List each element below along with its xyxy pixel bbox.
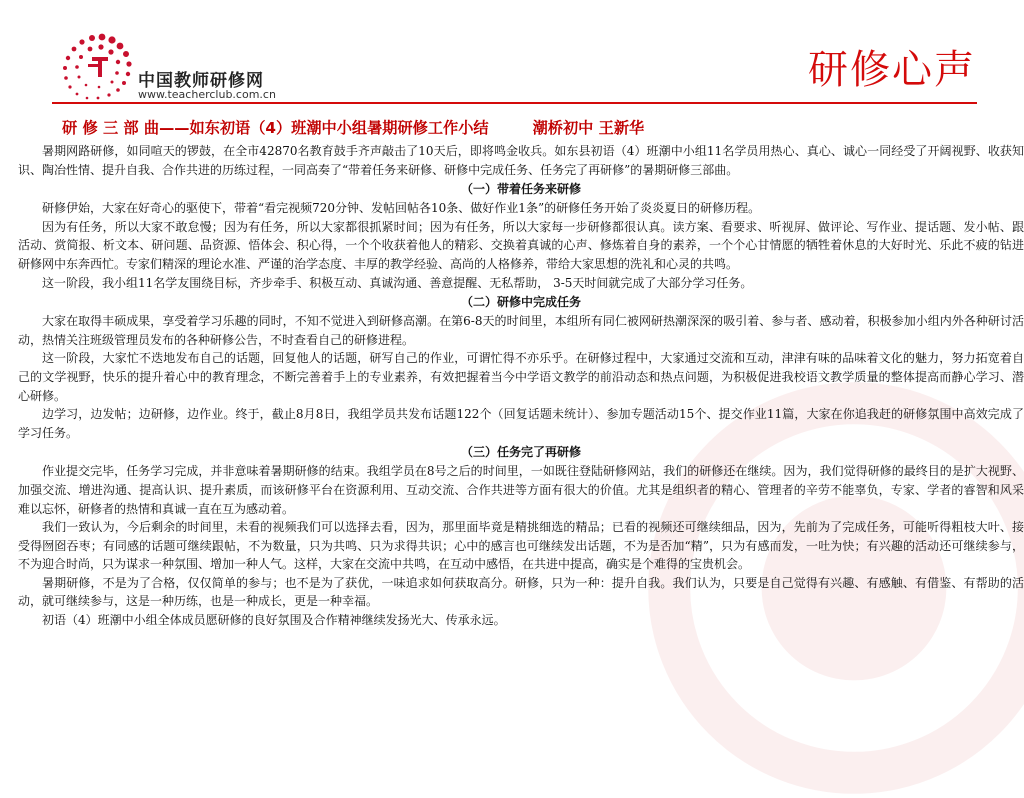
document-byline: 潮桥初中 王新华 bbox=[532, 119, 645, 137]
section-heading: （三）任务完了再研修 bbox=[460, 445, 581, 460]
intro-paragraph: 暑期网路研修，如同喧天的锣鼓，在全市42870名教育鼓手齐声敲击了10天后，即将鸣金收兵。如东县初语（4）班潮中小组11名学员用热心、真心、诚心一同经受了开阔视野、收获知识、陶冶性情、提升自我、合作共进的历练过程，一同高奏了“带着任务来研修、研修中完成任务、任务完了再研修”的暑期研修三部曲。 bbox=[18, 144, 1024, 177]
section-paragraph: 边学习，边发帖；边研修，边作业。终于，截止8月8日，我组学员共发布话题122个（回复话题未统计）、参加专题活动15个、提交作业11篇，大家在你追我赶的研修氛围中高效完成了学习任务。 bbox=[18, 407, 1024, 440]
section-paragraph: 这一阶段，大家忙不迭地发布自己的话题，回复他人的话题，研写自己的作业，可谓忙得不亦乐乎。在研修过程中，大家通过交流和互动，津津有味的品味着文化的魅力，努力拓宽着自己的文学视野，快乐的提升着心中的教育理念，不断完善着手上的专业素养，有效把握着当今中学语文教学的前沿动态和热点问题，为积极促进我校语文教学质量的整体提高而静心学习、潜心研修。 bbox=[18, 351, 1024, 403]
document-title-line bbox=[18, 117, 1024, 139]
section-paragraph: 因为有任务，所以大家不敢怠慢；因为有任务，所以大家都很抓紧时间；因为有任务，所以大家每一步研修都很认真。读方案、看要求、听视屏、做评论、写作业、提话题、发小帖、跟活动、赏简报、析文本、研问题、品资源、悟体会、积心得，一个个收获着他人的精彩、交换着真诚的心声、修炼着自身的素养，一个个心甘情愿的牺牲着休息的大好时光、乐此不疲的钻进研修网中东奔西忙。专家们精深的理论水准、严谨的治学态度、丰厚的教学经验、高尚的人格修养，带给大家思想的洗礼和心灵的共鸣。 bbox=[18, 219, 1024, 271]
section-paragraph: 暑期研修，不是为了合格，仅仅简单的参与；也不是为了获优，一味追求如何获取高分。研修，只为一种：提升自我。我们认为，只要是自己觉得有兴趣、有感触、有借鉴、有帮助的活动，就可继续参与，这是一种历练，也是一种成长，更是一种幸福。 bbox=[18, 575, 1024, 609]
title-divider bbox=[52, 102, 977, 104]
slide-title: 研修心声 bbox=[808, 47, 976, 93]
section-heading: （二）研修中完成任务 bbox=[460, 295, 581, 310]
section-heading: （一）带着任务来研修 bbox=[460, 182, 581, 197]
section-paragraph: 我们一致认为，今后剩余的时间里，未看的视频我们可以选择去看，因为，那里面毕竟是精挑细选的精品；已看的视频还可继续细品，因为，先前为了完成任务，可能听得粗枝大叶、接受得囫囵吞枣；有同感的话题可继续跟帖，不为数量，只为共鸣、只为求得共识；心中的感言也可继续发出话题，不为是否加“精”，只为有感而发，一吐为快；有兴趣的活动还可继续参与，不为迎合时尚，只为谋求一种氛围、增加一种人气。这样，大家在交流中共鸣，在互动中感悟，在共进中提高，确实是个难得的宝贵机会。 bbox=[18, 520, 1024, 572]
dotted-globe-icon bbox=[52, 32, 138, 102]
logo-url[interactable]: www.teacherclub.com.cn bbox=[138, 88, 276, 101]
section-paragraph: 这一阶段，我小组11名学友围绕目标，齐步牵手、积极互动、真诚沟通、善意提醒、无私帮助， 3-5天时间就完成了大部分学习任务。 bbox=[42, 275, 753, 290]
document-body bbox=[18, 117, 1024, 630]
logo-chinese-name: 中国教师研修网 bbox=[138, 71, 264, 91]
section-paragraph: 作业提交完毕，任务学习完成，并非意味着暑期研修的结束。我组学员在8号之后的时间里，一如既往登陆研修网站，我们的研修还在继续。因为，我们觉得研修的最终目的是扩大视野、加强交流、增进沟通、提高认识、提升素质，而该研修平台在资源利用、互动交流、合作共进等方面有很大的价值。尤其是组织者的精心、管理者的辛劳不能辜负，专家、学者的睿智和风采难以忘怀，研修者的热情和真诚一直在互为感动着。 bbox=[18, 464, 1024, 516]
section-paragraph: 研修伊始，大家在好奇心的驱使下，带着“看完视频720分钟、发帖回帖各10条、做好作业1条”的研修任务开始了炎炎夏日的研修历程。 bbox=[42, 201, 761, 216]
document-title: 研 修 三 部 曲——如东初语（4）班潮中小组暑期研修工作小结 bbox=[62, 119, 489, 137]
slide-header bbox=[0, 0, 1024, 112]
closing-paragraph: 初语（4）班潮中小组全体成员愿研修的良好氛围及合作精神继续发扬光大、传承永远。 bbox=[42, 613, 506, 628]
teacherclub-logo[interactable] bbox=[52, 32, 302, 102]
section-paragraph: 大家在取得丰硕成果，享受着学习乐趣的同时，不知不觉进入到研修高潮。在第6-8天的时间里，本组所有同仁被网研热潮深深的吸引着、参与者、感动着，积极参加小组内外各种研讨活动，热情关注班级管理员发布的各种研修公告，不时查看自己的研修进程。 bbox=[18, 314, 1024, 347]
